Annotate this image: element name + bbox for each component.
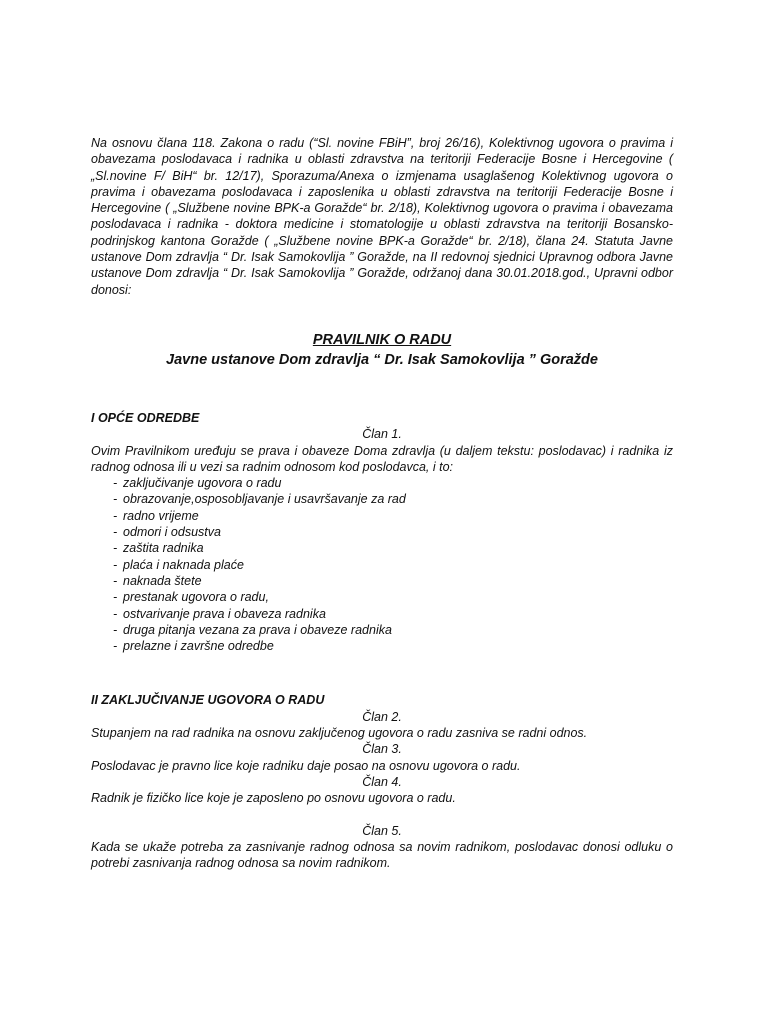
document-title-block	[91, 330, 673, 370]
list-item	[91, 475, 673, 491]
article-3-text: Poslodavac je pravno lice koje radniku daje posao na osnovu ugovora o radu.	[91, 758, 521, 773]
list-item-text: druga pitanja vezana za prava i obaveze radnika	[123, 622, 392, 637]
document-subtitle: Javne ustanove Dom zdravlja “ Dr. Isak Samokovlija ” Goražde	[166, 351, 598, 368]
list-item	[91, 638, 673, 654]
dash-bullet: -	[113, 476, 118, 491]
list-item	[91, 589, 673, 605]
list-item-text: naknada štete	[123, 573, 202, 588]
dash-bullet: -	[113, 606, 118, 621]
dash-bullet: -	[113, 557, 118, 572]
list-item	[91, 491, 673, 507]
dash-bullet: -	[113, 639, 118, 654]
article-1-label: Član 1.	[362, 427, 402, 442]
list-item	[91, 622, 673, 638]
article-4-label: Član 4.	[362, 774, 402, 789]
list-item	[91, 540, 673, 556]
section-heading-contract: II ZAKLJUČIVANJE UGOVORA O RADU	[91, 693, 325, 708]
list-item-text: radno vrijeme	[123, 508, 199, 523]
list-item	[91, 573, 673, 589]
list-item-text: odmori i odsustva	[123, 525, 221, 540]
list-item-text: zaštita radnika	[123, 541, 204, 556]
dash-bullet: -	[113, 492, 118, 507]
article-1-text: Ovim Pravilnikom uređuju se prava i obaveze Doma zdravlja (u daljem tekstu: poslodavac) i radnika iz radnog odnosa ili u vezi sa radnim odnosom kod poslodavca, i to:	[91, 443, 673, 474]
document-page	[91, 135, 673, 871]
intro-paragraph: Na osnovu člana 118. Zakona o radu (“Sl. novine FBiH”, broj 26/16), Kolektivnog ugovora o pravima i obavezama poslodavaca i radnika u oblasti zdravstva na teritoriji Federacije Bosne i Hercegovine ( „Sl.novine F/ BiH“ br. 12/17), Sporazuma/Anexa o izmjenama usaglašenog Kolektivnog ugovora o pravima i obavezama poslodavaca i zaposlenika u oblasti zdravstva na teritoriji Federacije Bosne i Hercegovine ( „Službene novine BPK-a Goražde“ br. 2/18), Kolektivnog ugovora o pravima i obavezama poslodavaca i radnika - doktora medicine i stomatologije u oblasti zdravstva na teritoriji Bosansko-podrinjskog kantona Goražde ( „Službene novine BPK-a Goražde“ br. 2/18), člana 24. Statuta Javne ustanove Dom zdravlja “ Dr. Isak Samokovlija ” Goražde, na II redovnoj sjednici Upravnog odbora Javne ustanove Dom zdravlja “ Dr. Isak Samokovlija ” Goražde, održanoj dana 30.01.2018.god., Upravni odbor donosi:	[91, 136, 673, 297]
article-3-label: Član 3.	[362, 742, 402, 757]
list-item-text: ostvarivanje prava i obaveza radnika	[123, 606, 326, 621]
scope-list	[91, 475, 673, 654]
list-item-text: plaća i naknada plaće	[123, 557, 244, 572]
section-heading-general: I OPĆE ODREDBE	[91, 410, 200, 425]
dash-bullet: -	[113, 508, 118, 523]
dash-bullet: -	[113, 590, 118, 605]
article-5-label: Član 5.	[362, 823, 402, 838]
list-item	[91, 524, 673, 540]
list-item-text: prestanak ugovora o radu,	[123, 590, 269, 605]
list-item	[91, 557, 673, 573]
document-title: PRAVILNIK O RADU	[312, 331, 452, 348]
list-item-text: prelazne i završne odredbe	[123, 639, 274, 654]
dash-bullet: -	[113, 541, 118, 556]
list-item	[91, 606, 673, 622]
dash-bullet: -	[113, 622, 118, 637]
list-item-text: zaključivanje ugovora o radu	[123, 476, 282, 491]
article-4-text: Radnik je fizičko lice koje je zaposleno po osnovu ugovora o radu.	[91, 791, 456, 806]
list-item-text: obrazovanje,osposobljavanje i usavršavanje za rad	[123, 492, 406, 507]
dash-bullet: -	[113, 573, 118, 588]
article-2-text: Stupanjem na rad radnika na osnovu zaključenog ugovora o radu zasniva se radni odnos.	[91, 726, 588, 741]
spacer	[91, 807, 673, 823]
article-5-text: Kada se ukaže potreba za zasnivanje radnog odnosa sa novim radnikom, poslodavac donosi odluku o potrebi zasnivanja radnog odnosa sa novim radnikom.	[91, 839, 673, 871]
article-2-label: Član 2.	[362, 709, 402, 724]
dash-bullet: -	[113, 525, 118, 540]
list-item	[91, 508, 673, 524]
